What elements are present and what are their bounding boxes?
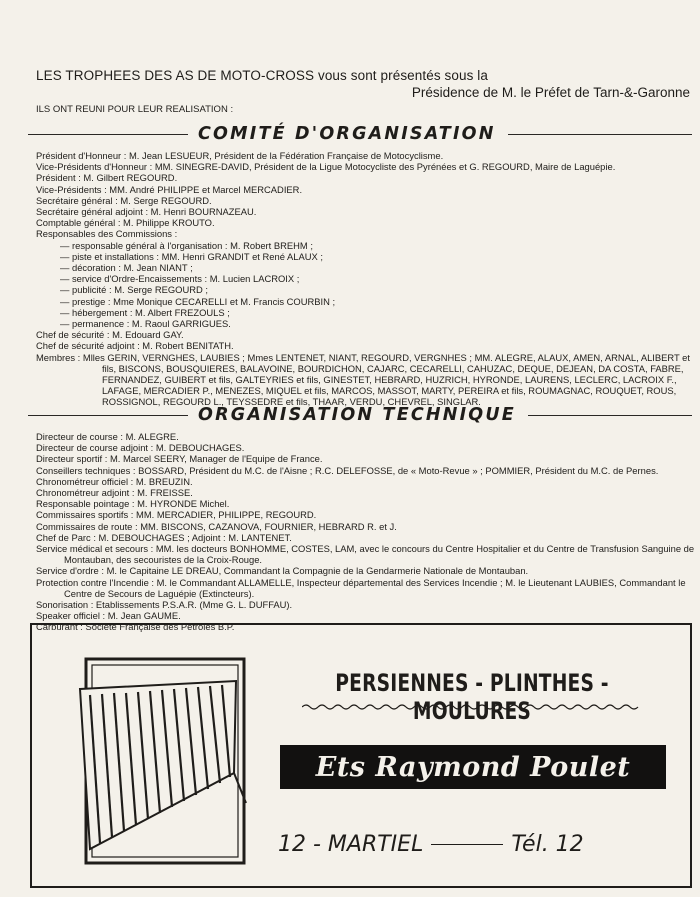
list-item: Chef de sécurité adjoint : M. Robert BENITATH. [36,340,234,352]
wavy-underline [302,703,642,711]
divider [528,415,692,416]
comite-list [36,150,696,408]
ad-city: 12 - MARTIEL [278,832,424,857]
list-item: Secrétaire général adjoint : M. Henri BOURNAZEAU. [36,206,257,218]
intro-line-3: ILS ONT REUNI POUR LEUR REALISATION : [36,104,234,115]
list-item: Vice-Présidents : MM. André PHILIPPE et Marcel MERCADIER. [36,183,303,195]
shutter-illustration [50,653,250,868]
intro-line-2: Présidence de M. le Préfet de Tarn-&-Garonne [411,85,690,100]
comite-heading [28,123,692,145]
commission-item: — permanence : M. Raoul GARRIGUES. [60,318,231,330]
commission-item: — responsable général à l'organisation : M. Robert BREHM ; [60,239,313,251]
list-item: Carburant : Société Française des Pétroles B.P. [36,621,235,633]
comite-title: COMITÉ D'ORGANISATION [198,124,496,144]
list-item: Secrétaire général : M. Serge REGOURD. [36,194,212,206]
list-item: Directeur de course : M. ALEGRE. [36,431,179,442]
list-item: Commissaires sportifs : MM. MERCADIER, PHILIPPE, REGOURD. [36,509,317,521]
membres-paragraph: Membres : Mlles GERIN, VERNGHES, LAUBIES ; Mmes LENTENET, NIANT, REGOURD, VERGNHES ; MM. ALEGRE, ALAUX, AMEN, ARNAL, ALIBERT et fils, BISCONS, BOUSQUIERES, BALAVOINE, BOURDICHON, CAJARC, CECARELLI, CAHUZAC, DEQUE, DEJEAN, DA COSTA, FABRE, FERNANDEZ, GUIBERT et fils, GALTEYRIES et fils, GINESTET, HEBRARD, HUZRICH, HYRONDE, LAURENS, LECLERC, LACROIX F., LAFAGE, MERCADIER P., MENEZES, MIQUEL et fils, MARCOS, MASSOT, MARTY, PEREIRA et fils, ROUMAGNAC, ROUQUET, ROUS, ROSSIGNOL, REGOURD L., TEYSSEDRE et fils, THAAR, VERDU, CHEVREL, SINGLAR. [36,351,690,408]
list-item: Chronométreur officiel : M. BREUZIN. [36,475,193,487]
list-item: Président : M. Gilbert REGOURD. [36,172,178,184]
intro-line-1: LES TROPHEES DES AS DE MOTO-CROSS vous sont présentés sous la [36,68,489,83]
list-item: Responsable pointage : M. HYRONDE Michel. [36,498,230,510]
commission-item: — prestige : Mme Monique CECARELLI et M. Francis COURBIN ; [60,295,336,307]
list-item: Commissaires de route : MM. BISCONS, CAZANOVA, FOURNIER, HEBRARD R. et J. [36,520,397,532]
list-item: Chef de Parc : M. DEBOUCHAGES ; Adjoint : M. LANTENET. [36,531,292,543]
divider [431,844,503,845]
divider [508,134,692,135]
ad-phone: Tél. 12 [511,832,584,857]
technique-list [36,431,696,633]
commission-item: — publicité : M. Serge REGOURD ; [60,284,208,296]
company-name: Ets Raymond Poulet [315,751,631,783]
list-item: Service d'ordre : M. le Capitaine LE DREAU, Commandant la Compagnie de la Gendarmerie Nationale de Montauban. [36,565,529,577]
technique-title: ORGANISATION TECHNIQUE [198,405,516,425]
list-item: Conseillers techniques : BOSSARD, Président du M.C. de l'Aisne ; R.C. DELEFOSSE, de « Moto-Revue » ; POMMIER, Président du M.C. de Pernes. [36,464,659,476]
list-item: Chronométreur adjoint : M. FREISSE. [36,487,193,499]
list-item: Comptable général : M. Philippe KROUTO. [36,217,215,229]
technique-heading [28,404,692,426]
list-item: Speaker officiel : M. Jean GAUME. [36,610,181,622]
list-item: Directeur sportif : M. Marcel SEERY, Manager de l'Equipe de France. [36,453,323,465]
commission-item: — décoration : M. Jean NIANT ; [60,262,193,274]
list-item: Chef de sécurité : M. Edouard GAY. [36,329,184,341]
ad-contact [278,832,678,857]
list-item: Sonorisation : Etablissements P.S.A.R. (Mme G. L. DUFFAU). [36,599,293,611]
list-item: Président d'Honneur : M. Jean LESUEUR, Président de la Fédération Française de Motocyclisme. [36,150,444,161]
ad-headline: PERSIENNES - PLINTHES - MOULURES [335,669,609,725]
company-banner [280,745,666,789]
advertisement [30,623,692,888]
divider [28,134,188,135]
commission-item: — piste et installations : MM. Henri GRANDIT et René ALAUX ; [60,250,323,262]
divider [28,415,188,416]
commission-item: — service d'Ordre-Encaissements : M. Lucien LACROIX ; [60,273,300,285]
commission-item: — hébergement : M. Albert FREZOULS ; [60,306,230,318]
list-item: Directeur de course adjoint : M. DEBOUCHAGES. [36,442,245,454]
list-item: Vice-Présidents d'Honneur : MM. SINEGRE-DAVID, Président de la Ligue Motocycliste des Pyrénées et G. REGOURD, Maire de Laguépie. [36,161,616,173]
list-item: Protection contre l'Incendie : M. le Commandant ALLAMELLE, Inspecteur départemental des Services Incendie ; M. le Lieutenant LAUBIES, Commandant le Centre de Secours de Laguépie (Extincteurs). [36,576,686,599]
list-item: Service médical et secours : MM. les docteurs BONHOMME, COSTES, LAM, avec le concours du Centre Hospitalier et du Centre de Transfusion Sanguine de Montauban, des secouristes de la Croix-Rouge. [36,543,695,566]
list-item: Responsables des Commissions : [36,228,178,240]
